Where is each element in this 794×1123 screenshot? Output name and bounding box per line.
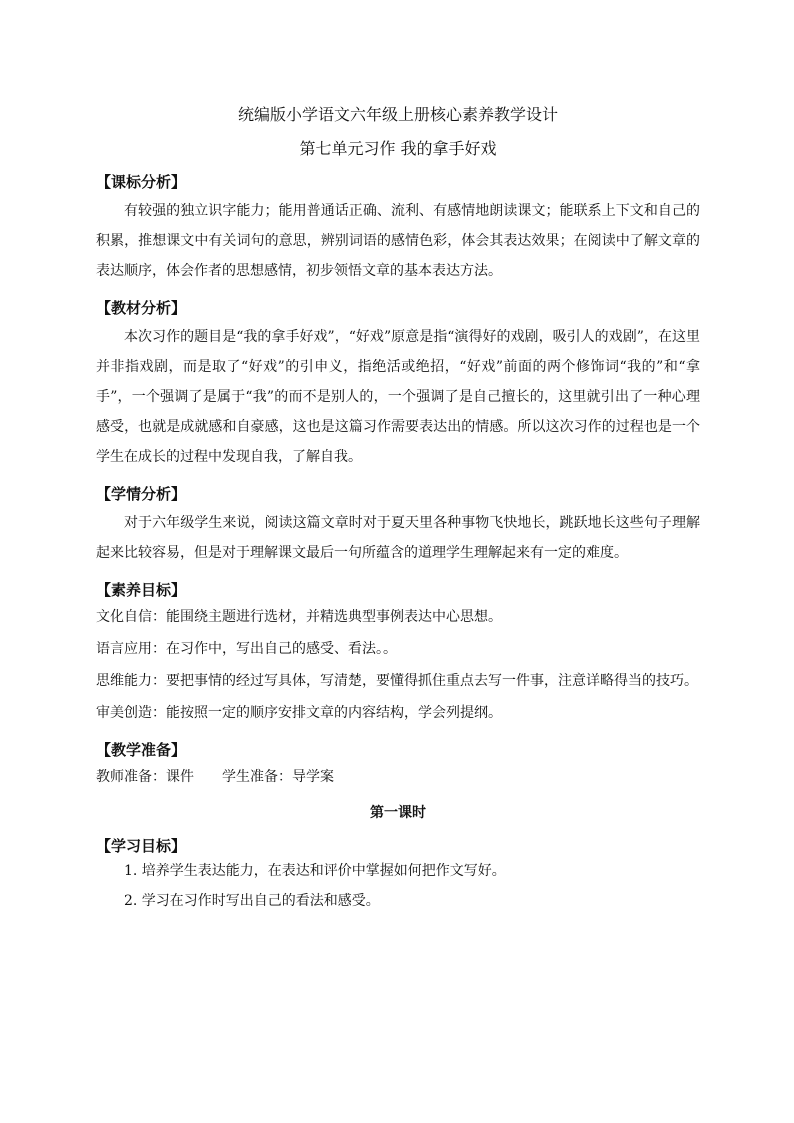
section-text-zhunbei: 教师准备：课件 学生准备：导学案	[96, 769, 334, 785]
goal-item-2: 2. 学习在习作时写出自己的看法和感受。	[124, 893, 380, 909]
suyang-line-thinking: 思维能力：要把事情的经过写具体，写清楚，要懂得抓住重点去写一件事，注意详略得当的技巧。	[96, 673, 698, 689]
section-heading-suyang: 【素养目标】	[96, 581, 187, 599]
section-heading-xueqing: 【学情分析】	[96, 485, 187, 503]
section-heading-zhunbei: 【教学准备】	[96, 741, 187, 759]
section-heading-kebiao: 【课标分析】	[96, 173, 187, 191]
section-text-kebiao: 有较强的独立识字能力；能用普通话正确、流利、有感情地朗读课文；能联系上下文和自己的积累，推想课文中有关词句的意思，辨别词语的感情色彩，体会其表达效果；在阅读中了解文章的表达顺序，体会作者的思想感情，初步领悟文章的基本表达方法。	[96, 203, 700, 279]
lesson-title: 第一课时	[370, 805, 426, 821]
suyang-line-language: 语言应用：在习作中，写出自己的感受、看法。。	[96, 641, 397, 657]
document-subtitle: 第七单元习作 我的拿手好戏	[299, 139, 497, 158]
suyang-line-culture: 文化自信：能围绕主题进行选材，并精选典型事例表达中心思想。	[96, 609, 502, 625]
document-content	[96, 104, 700, 916]
document-title: 统编版小学语文六年级上册核心素养教学设计	[237, 105, 558, 124]
goal-item-1: 1. 培养学生表达能力，在表达和评价中掌握如何把作文写好。	[124, 863, 506, 879]
section-heading-jiaocai: 【教材分析】	[96, 299, 187, 317]
section-heading-goals: 【学习目标】	[96, 837, 187, 855]
section-text-jiaocai: 本次习作的题目是“我的拿手好戏”，“好戏”原意是指“演得好的戏剧，吸引人的戏剧”，在这里并非指戏剧，而是取了“好戏”的引申义，指绝活或绝招，“好戏”前面的两个修饰词“我的”和“拿手”，一个强调了是属于“我”的而不是别人的，一个强调了是自己擅长的，这里就引出了一种心理感受，也就是成就感和自豪感，这也是这篇习作需要表达出的情感。所以这次习作的过程也是一个学生在成长的过程中发现自我，了解自我。	[96, 329, 700, 465]
suyang-line-aesthetic: 审美创造：能按照一定的顺序安排文章的内容结构，学会列提纲。	[96, 705, 502, 721]
section-text-xueqing: 对于六年级学生来说，阅读这篇文章时对于夏天里各种事物飞快地长，跳跃地长这些句子理解起来比较容易，但是对于理解课文最后一句所蕴含的道理学生理解起来有一定的难度。	[96, 515, 700, 561]
